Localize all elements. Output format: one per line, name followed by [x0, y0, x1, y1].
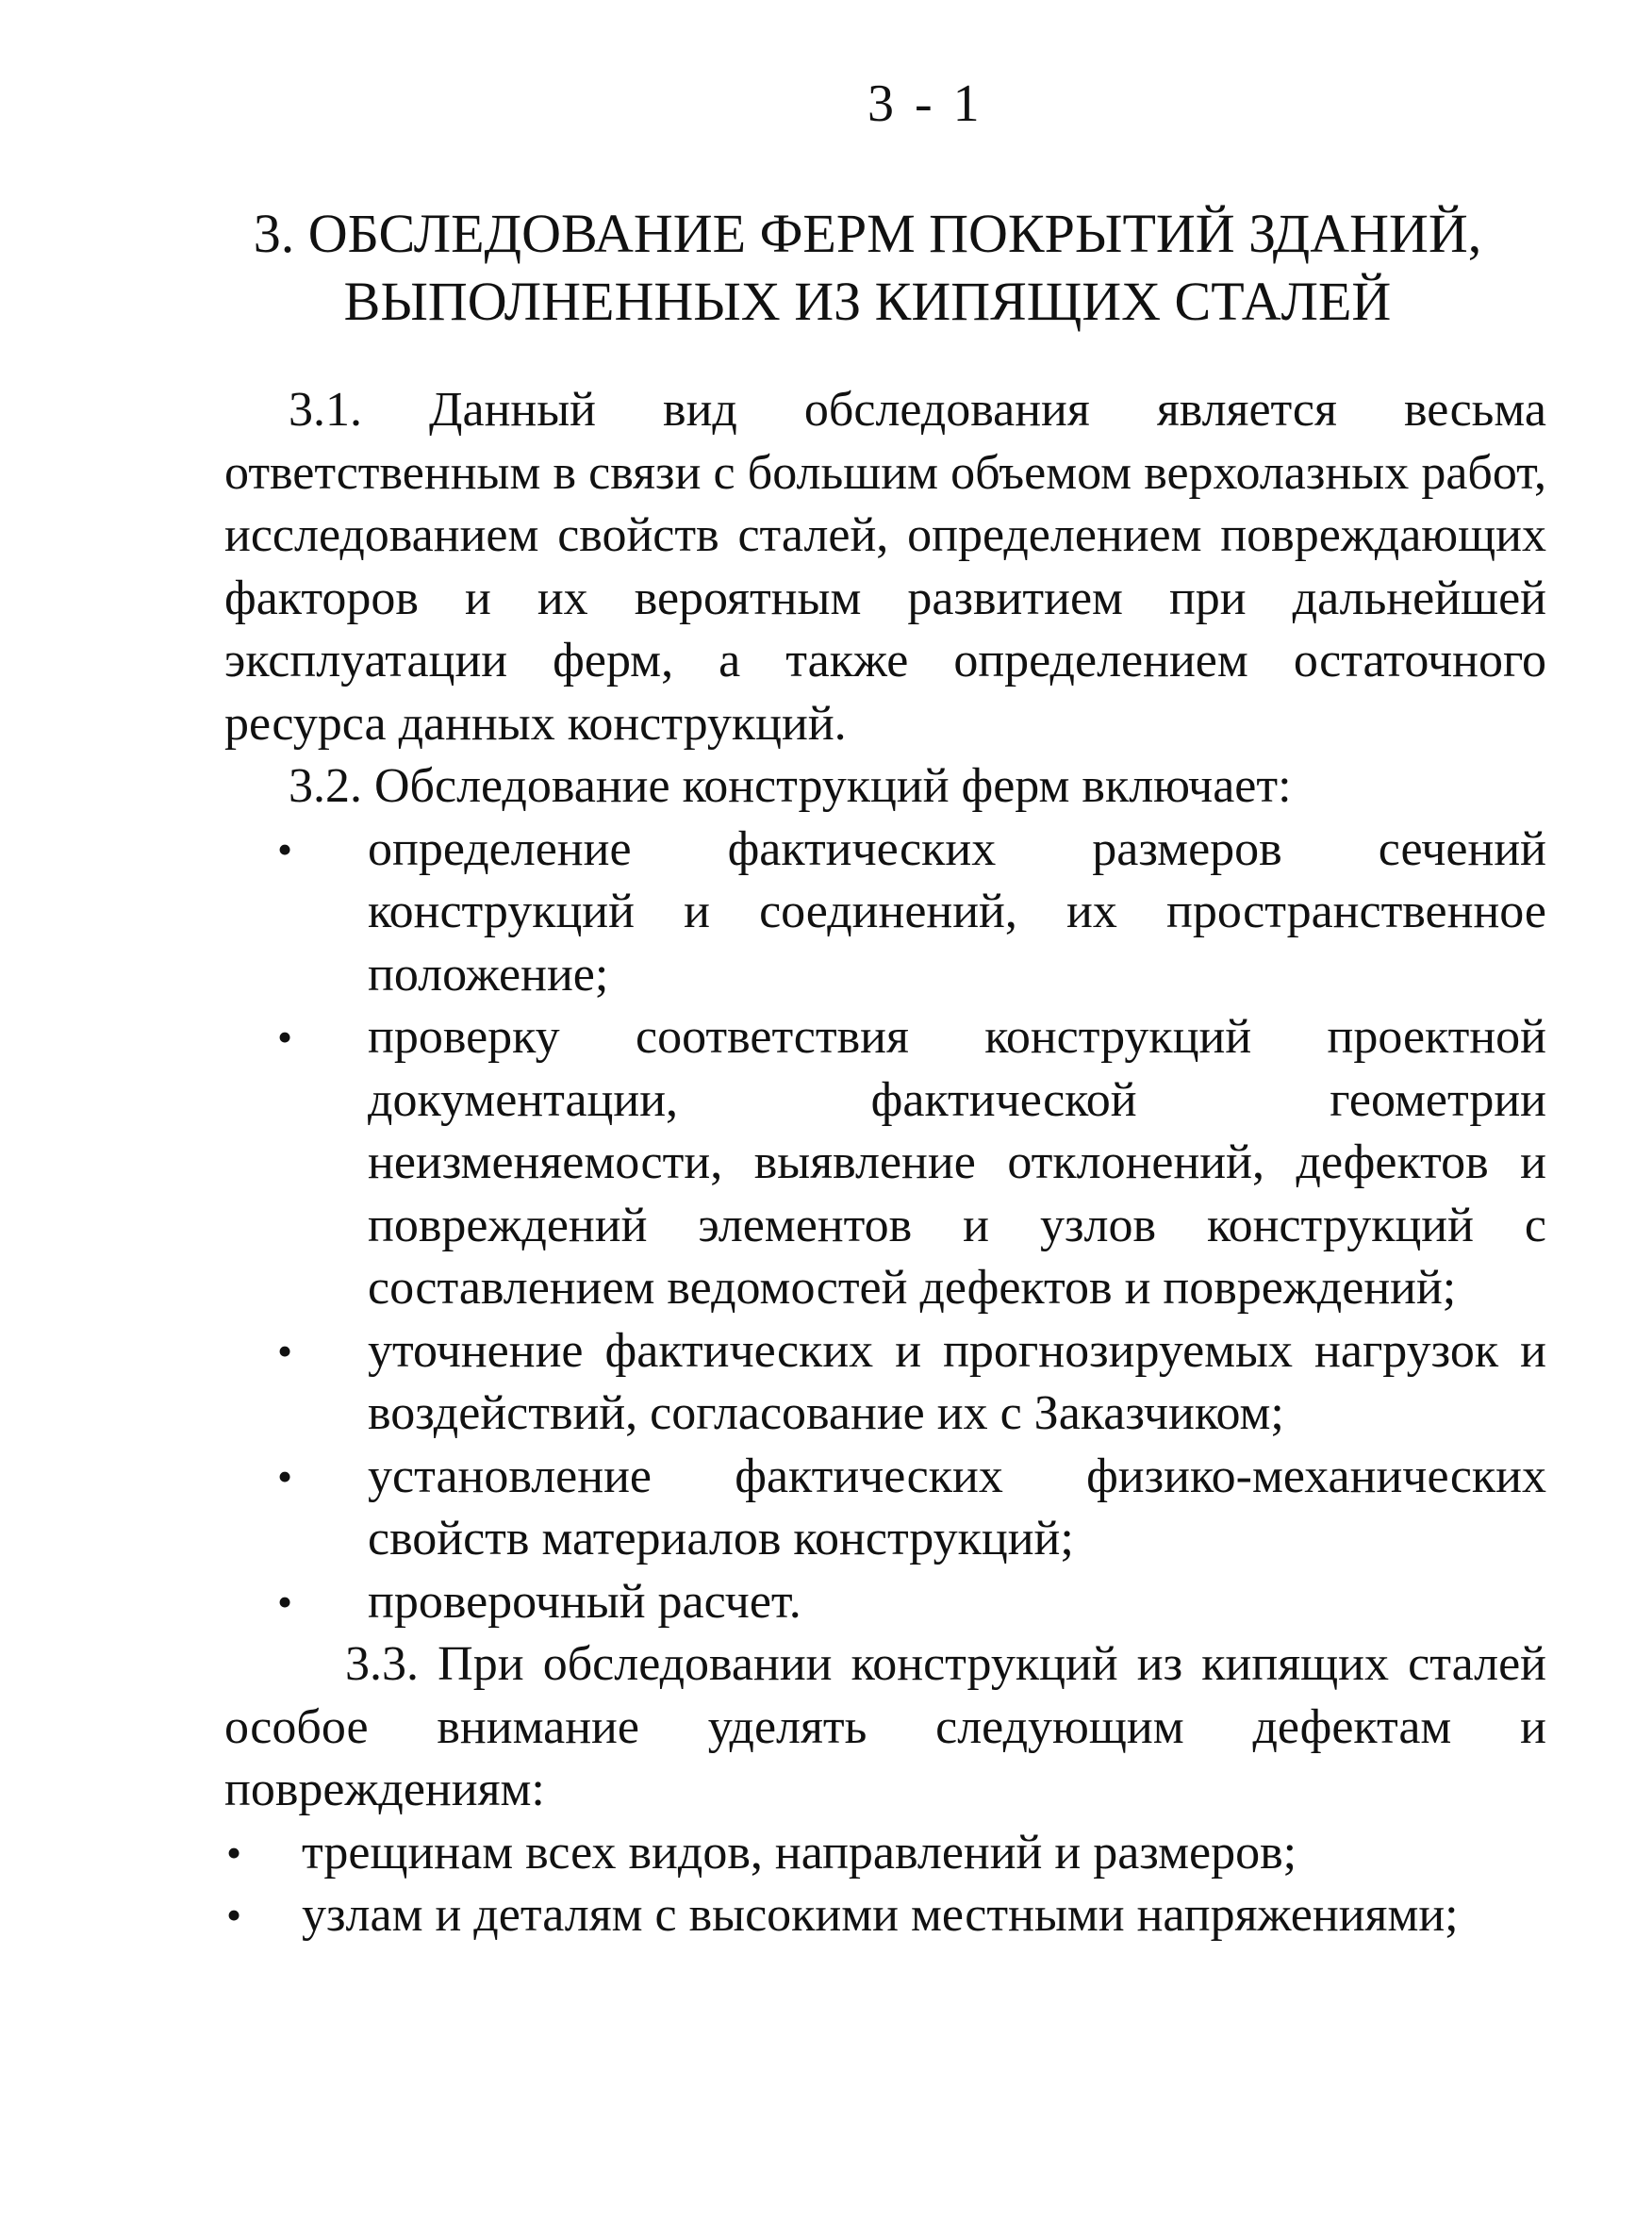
list-item	[277, 1571, 1546, 1634]
paragraph-3-3: 3.3. При обследовании конструкций из кипящих сталей особое внимание уделять следующим дефектам и повреждениям:	[224, 1637, 1546, 1816]
list-item-text: проверочный расчет.	[368, 1574, 801, 1629]
bullet-icon: •	[226, 1891, 242, 1939]
paragraph-3-1: 3.1. Данный вид обследования является весьма ответственным в связи с большим объемом верхолазных работ, исследованием свойств сталей, определением повреждающих факторов и их вероятным развитием при дальнейшей эксплуатации ферм, а также определением остаточного ресурса данных конструкций.	[224, 383, 1546, 751]
list-item	[277, 1006, 1546, 1320]
list-item	[226, 1822, 1546, 1885]
list-item-text: узлам и деталям с высокими местными напряжениями;	[302, 1888, 1459, 1942]
section-heading-line-2: ВЫПОЛНЕННЫХ ИЗ КИПЯЩИХ СТАЛЕЙ	[343, 271, 1392, 332]
list-item-text: трещинам всех видов, направлений и размеров;	[302, 1825, 1297, 1880]
bullet-icon: •	[277, 1013, 293, 1061]
bullet-icon: •	[277, 1326, 293, 1375]
list-item	[226, 1884, 1546, 1947]
list-item	[277, 1446, 1546, 1571]
paragraph-3-2: 3.2. Обследование конструкций ферм включает:	[289, 759, 1292, 813]
list-item	[277, 1320, 1546, 1446]
page-number: 3 - 1	[867, 75, 983, 133]
list-3-2	[224, 819, 1546, 1634]
list-item	[277, 819, 1546, 1007]
body-text	[224, 379, 1546, 1947]
bullet-icon: •	[226, 1828, 242, 1877]
list-item-text: определение фактических размеров сечений конструкций и соединений, их пространственное положение;	[368, 821, 1546, 1002]
bullet-icon: •	[277, 1451, 293, 1500]
section-heading	[189, 200, 1546, 336]
list-3-3	[224, 1822, 1546, 1947]
section-heading-line-1: 3. ОБСЛЕДОВАНИЕ ФЕРМ ПОКРЫТИЙ ЗДАНИЙ,	[253, 203, 1482, 264]
bullet-icon: •	[277, 1577, 293, 1626]
list-item-text: установление фактических физико-механических свойств материалов конструкций;	[368, 1449, 1546, 1565]
bullet-icon: •	[277, 824, 293, 873]
list-item-text: уточнение фактических и прогнозируемых нагрузок и воздействий, согласование их с Заказчиком;	[368, 1323, 1546, 1440]
list-item-text: проверку соответствия конструкций проектной документации, фактической геометрии неизменяемости, выявление отклонений, дефектов и повреждений элементов и узлов конструкций с составлением ведомостей дефектов и повреждений;	[368, 1010, 1546, 1315]
